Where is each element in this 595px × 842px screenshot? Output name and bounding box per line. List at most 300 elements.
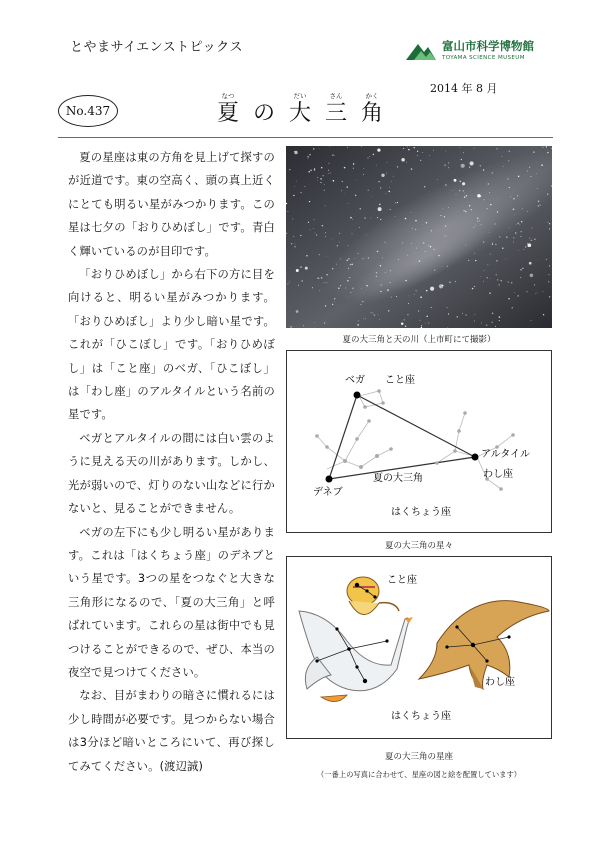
label-lyra: こと座 (385, 375, 415, 386)
photo-star (549, 265, 550, 266)
photo-star (397, 202, 398, 203)
photo-star (499, 284, 500, 285)
photo-star (536, 173, 537, 174)
photo-star (416, 290, 417, 291)
photo-star (543, 291, 544, 292)
photo-star (499, 236, 500, 237)
photo-star (387, 162, 388, 163)
photo-star (405, 280, 407, 282)
photo-star (411, 168, 412, 169)
photo-star (529, 262, 532, 265)
photo-star (324, 190, 325, 191)
photo-star (306, 255, 308, 257)
photo-star (409, 296, 410, 297)
photo-star (502, 156, 503, 157)
photo-star (378, 207, 382, 211)
photo-star (350, 264, 352, 266)
article-paragraph: ベガとアルタイルの間には白い雲のように見える天の川があります。しかし、光が弱いので、灯りのない山などに行かないと、見ることができません。 (68, 431, 275, 516)
eagle-illustration (419, 601, 549, 689)
photo-star (397, 166, 398, 167)
photo-star (319, 290, 320, 291)
photo-star (317, 180, 318, 181)
photo-star (287, 284, 288, 285)
article-body (68, 146, 275, 778)
photo-star (395, 202, 396, 203)
photo-star (366, 235, 367, 236)
photo-star (312, 287, 313, 288)
photo-star (549, 223, 550, 224)
milky-way-photo (286, 146, 552, 328)
photo-star (308, 171, 310, 173)
photo-star (433, 150, 434, 151)
photo-star (515, 215, 516, 216)
photo-star (370, 218, 371, 219)
photo-star (468, 260, 469, 261)
photo-star (376, 165, 377, 166)
photo-star (364, 168, 365, 169)
photo-star (498, 198, 499, 199)
photo-star (408, 303, 409, 304)
photo-star (388, 191, 390, 193)
photo-star (517, 223, 518, 224)
photo-star (411, 212, 412, 213)
photo-star (293, 195, 294, 196)
photo-star (304, 186, 305, 187)
photo-star (398, 259, 399, 260)
issue-number: No.437 (58, 95, 118, 127)
photo-star (527, 211, 528, 212)
photo-caption: 夏の大三角と天の川（上市町にて撮影） (342, 335, 496, 345)
photo-star (499, 316, 500, 317)
photo-star (374, 314, 376, 316)
photo-star (294, 151, 297, 154)
photo-star (437, 179, 438, 180)
photo-star (371, 197, 372, 198)
photo-star (333, 180, 335, 182)
photo-star (372, 312, 373, 313)
photo-star (324, 184, 325, 185)
photo-star (424, 186, 425, 187)
label-aquila: わし座 (485, 677, 515, 688)
photo-star (480, 276, 481, 277)
photo-star (347, 280, 349, 282)
photo-star (520, 277, 521, 278)
photo-star (465, 211, 466, 212)
photo-star (314, 169, 315, 170)
photo-star (298, 284, 299, 285)
photo-star (405, 218, 407, 220)
photo-star (411, 243, 412, 244)
photo-star (379, 204, 381, 206)
photo-star (496, 148, 497, 149)
photo-star (470, 161, 474, 165)
photo-star (337, 245, 338, 246)
photo-star (426, 222, 428, 224)
label-altair: アルタイル (481, 449, 530, 460)
photo-star (324, 322, 325, 323)
photo-star (358, 320, 359, 321)
photo-star (434, 249, 435, 250)
photo-star (316, 235, 317, 236)
photo-star (487, 264, 488, 265)
photo-star (368, 257, 369, 258)
photo-star (323, 175, 324, 176)
photo-star (426, 316, 428, 318)
photo-star (326, 274, 327, 275)
photo-star (489, 192, 490, 193)
museum-logo-mark-icon (404, 40, 438, 62)
photo-star (474, 321, 475, 322)
photo-star (509, 151, 510, 152)
photo-star (529, 167, 530, 168)
photo-star (530, 176, 531, 177)
photo-star (445, 151, 446, 152)
title-char: なつ 夏 (216, 92, 239, 126)
photo-star (314, 322, 315, 323)
photo-star (475, 225, 476, 226)
photo-star (292, 219, 293, 220)
photo-star (487, 277, 488, 278)
photo-star (378, 314, 379, 315)
photo-star (362, 301, 363, 302)
photo-star (368, 158, 369, 159)
photo-star (325, 305, 326, 306)
photo-star (291, 243, 292, 244)
photo-star (494, 223, 495, 224)
photo-star (448, 167, 449, 168)
museum-logo[interactable] (404, 38, 574, 68)
photo-star (317, 177, 318, 178)
photo-star (448, 313, 449, 314)
photo-star (537, 162, 538, 163)
photo-star (382, 257, 383, 258)
photo-star (460, 147, 461, 148)
photo-star (321, 167, 322, 168)
photo-star (477, 218, 478, 219)
photo-star (475, 314, 476, 315)
photo-star (503, 166, 504, 167)
photo-star (319, 148, 320, 149)
photo-star (465, 193, 466, 194)
photo-star (381, 284, 382, 285)
star-chart-caption: 夏の大三角の星々 (384, 541, 453, 551)
photo-star (439, 284, 443, 288)
photo-star (290, 326, 291, 327)
photo-star (345, 194, 346, 195)
title-char: さん 三 (324, 92, 347, 126)
photo-star (471, 209, 472, 210)
series-title: とやまサイエンストピックス (70, 40, 244, 55)
photo-star (366, 285, 367, 286)
photo-star (510, 196, 511, 197)
photo-star (296, 181, 297, 182)
photo-star (489, 232, 490, 233)
photo-star (530, 274, 533, 277)
photo-star (549, 228, 550, 229)
photo-star (492, 313, 493, 314)
photo-star (465, 244, 466, 245)
photo-star (339, 233, 340, 234)
photo-star (477, 194, 480, 197)
photo-star (481, 224, 482, 225)
issue-date: 2014 年 8 月 (430, 82, 498, 95)
photo-star (287, 211, 288, 212)
photo-star (401, 158, 405, 162)
photo-star (323, 282, 324, 283)
photo-star (384, 242, 385, 243)
photo-star (472, 288, 474, 290)
photo-star (406, 162, 407, 163)
photo-star (548, 222, 549, 223)
photo-star (296, 310, 299, 313)
photo-star (348, 258, 349, 259)
photo-star (481, 323, 482, 324)
photo-star (420, 160, 421, 161)
photo-star (351, 264, 353, 266)
article-paragraph: なお、目がまわりの暗さに慣れるには少し時間が必要です。見つからない場合は3分ほど暗いところにいて、再び探してみてください。(渡辺誠) (68, 689, 275, 773)
photo-star (428, 323, 429, 324)
photo-star (348, 245, 349, 246)
photo-star (459, 190, 460, 191)
photo-star (354, 258, 355, 259)
photo-star (341, 190, 342, 191)
constellation-note: （一番上の写真に合わせて、星座の図と絵を配置しています） (316, 770, 522, 779)
photo-star (445, 225, 446, 226)
photo-star (339, 242, 340, 243)
photo-star (352, 234, 353, 235)
photo-star (513, 209, 515, 211)
photo-star (349, 277, 350, 278)
photo-star (332, 239, 333, 240)
photo-star (520, 236, 521, 237)
photo-star (380, 265, 381, 266)
photo-star (442, 266, 443, 267)
photo-star (391, 181, 392, 182)
photo-star (395, 216, 396, 217)
photo-star (537, 260, 538, 261)
photo-star (429, 155, 430, 156)
photo-star (514, 292, 515, 293)
photo-star (289, 169, 290, 170)
photo-star (379, 319, 380, 320)
photo-star (380, 187, 381, 188)
photo-star (509, 187, 510, 188)
photo-star (464, 196, 466, 198)
photo-star (414, 294, 415, 295)
photo-star (508, 281, 509, 282)
title-char: の (252, 101, 275, 126)
photo-star (377, 251, 378, 252)
photo-star (444, 216, 445, 217)
photo-star (416, 248, 417, 249)
photo-star (546, 259, 547, 260)
photo-star (347, 297, 348, 298)
photo-star (521, 221, 522, 222)
photo-star (508, 160, 509, 161)
photo-star (346, 186, 347, 187)
photo-star (423, 242, 424, 243)
photo-star (540, 205, 541, 206)
photo-star (309, 154, 310, 155)
photo-star (547, 152, 548, 153)
photo-star (373, 154, 375, 156)
photo-star (422, 152, 423, 153)
photo-star (310, 170, 311, 171)
photo-star (462, 182, 465, 185)
photo-star (447, 327, 448, 328)
photo-star (538, 201, 539, 202)
photo-star (513, 242, 514, 243)
photo-star (430, 246, 431, 247)
photo-star (448, 162, 449, 163)
photo-star (315, 233, 316, 234)
photo-star (404, 319, 405, 320)
photo-star (531, 227, 532, 228)
photo-star (348, 203, 349, 204)
photo-star (517, 295, 518, 296)
photo-star (445, 235, 446, 236)
photo-star (313, 219, 314, 220)
photo-star (348, 268, 349, 269)
photo-star (496, 260, 498, 262)
photo-star (499, 320, 500, 321)
photo-star (334, 155, 335, 156)
star-chart-diagram (286, 350, 552, 533)
photo-star (294, 246, 295, 247)
photo-star (445, 184, 446, 185)
photo-star (447, 266, 448, 267)
photo-star (329, 163, 330, 164)
photo-star (531, 240, 532, 241)
photo-star (537, 188, 538, 189)
photo-star (293, 236, 294, 237)
photo-star (414, 253, 415, 254)
article-paragraph: 夏の星座は東の方角を見上げて探すのが近道です。東の空高く、頭の真上近くにとても明るい星がみつかります。この星は七夕の「おりひめぼし」です。青白く輝いているのが目印です。 (68, 151, 275, 258)
photo-star (352, 219, 353, 220)
photo-star (483, 199, 484, 200)
photo-star (455, 281, 456, 282)
photo-star (314, 168, 315, 169)
photo-star (326, 282, 327, 283)
photo-star (371, 312, 372, 313)
photo-star (357, 324, 359, 326)
photo-star (417, 155, 418, 156)
photo-star (486, 325, 487, 326)
photo-star (484, 270, 485, 271)
photo-star (408, 149, 410, 151)
photo-star (332, 304, 333, 305)
photo-star (492, 244, 493, 245)
photo-star (418, 310, 419, 311)
photo-star (518, 176, 519, 177)
photo-star (407, 255, 408, 256)
photo-star (340, 285, 341, 286)
photo-star (417, 151, 418, 152)
photo-star (322, 225, 324, 227)
photo-star (403, 148, 404, 149)
photo-star (534, 239, 535, 240)
photo-star (376, 276, 377, 277)
photo-star (420, 296, 422, 298)
photo-star (469, 167, 470, 168)
photo-star (447, 307, 448, 308)
label-cygnus: はくちょう座 (391, 507, 451, 518)
photo-star (513, 198, 514, 199)
photo-star (542, 147, 543, 148)
photo-star (320, 182, 321, 183)
photo-star (289, 282, 290, 283)
photo-star (516, 224, 517, 225)
photo-star (389, 187, 390, 188)
photo-star (328, 173, 329, 174)
photo-star (386, 173, 387, 174)
photo-star (523, 249, 524, 250)
label-aquila: わし座 (483, 469, 513, 480)
photo-star (497, 211, 498, 212)
photo-star (474, 286, 475, 287)
photo-star (489, 293, 490, 294)
photo-star (457, 316, 458, 317)
photo-star (321, 277, 323, 279)
photo-star (328, 170, 329, 171)
photo-star (340, 258, 341, 259)
photo-star (393, 176, 394, 177)
photo-star (483, 281, 484, 282)
photo-star (336, 264, 337, 265)
photo-star (415, 229, 416, 230)
photo-star (420, 320, 421, 321)
title-divider (58, 137, 553, 138)
photo-star (401, 322, 403, 324)
photo-star (342, 181, 343, 182)
photo-star (464, 210, 465, 211)
photo-star (364, 217, 365, 218)
photo-star (345, 288, 346, 289)
title-char: かく 角 (360, 92, 383, 126)
article-paragraph: ベガの左下にも少し明るい星があります。これは「はくちょう座」のデネブという星です。3つの星をつなぐと大きな三角形になるので、「夏の大三角」と呼ばれています。これらの星は街中でも見つけることができるので、ぜひ、本当の夜空で見つけてください。 (68, 525, 275, 679)
photo-star (535, 293, 536, 294)
photo-star (517, 195, 518, 196)
photo-star (344, 167, 346, 169)
photo-star (305, 267, 308, 270)
photo-star (496, 274, 497, 275)
photo-star (294, 186, 295, 187)
photo-star (425, 251, 426, 252)
photo-star (319, 254, 320, 255)
photo-star (492, 172, 493, 173)
photo-star (369, 156, 370, 157)
photo-star (380, 219, 381, 220)
photo-star (444, 164, 445, 165)
photo-star (531, 320, 532, 321)
photo-star (505, 259, 506, 260)
photo-star (527, 171, 528, 172)
photo-star (421, 325, 422, 326)
photo-star (350, 292, 351, 293)
photo-star (325, 282, 326, 283)
photo-star (319, 278, 320, 279)
photo-star (527, 243, 531, 247)
photo-star (358, 253, 359, 254)
photo-star (537, 292, 538, 293)
museum-name-en: TOYAMA SCIENCE MUSEUM (442, 55, 525, 61)
photo-star (518, 250, 519, 251)
swan-illustration (299, 611, 413, 702)
photo-star (353, 163, 354, 164)
photo-star (295, 244, 296, 245)
photo-star (488, 183, 489, 184)
photo-star (460, 181, 461, 182)
